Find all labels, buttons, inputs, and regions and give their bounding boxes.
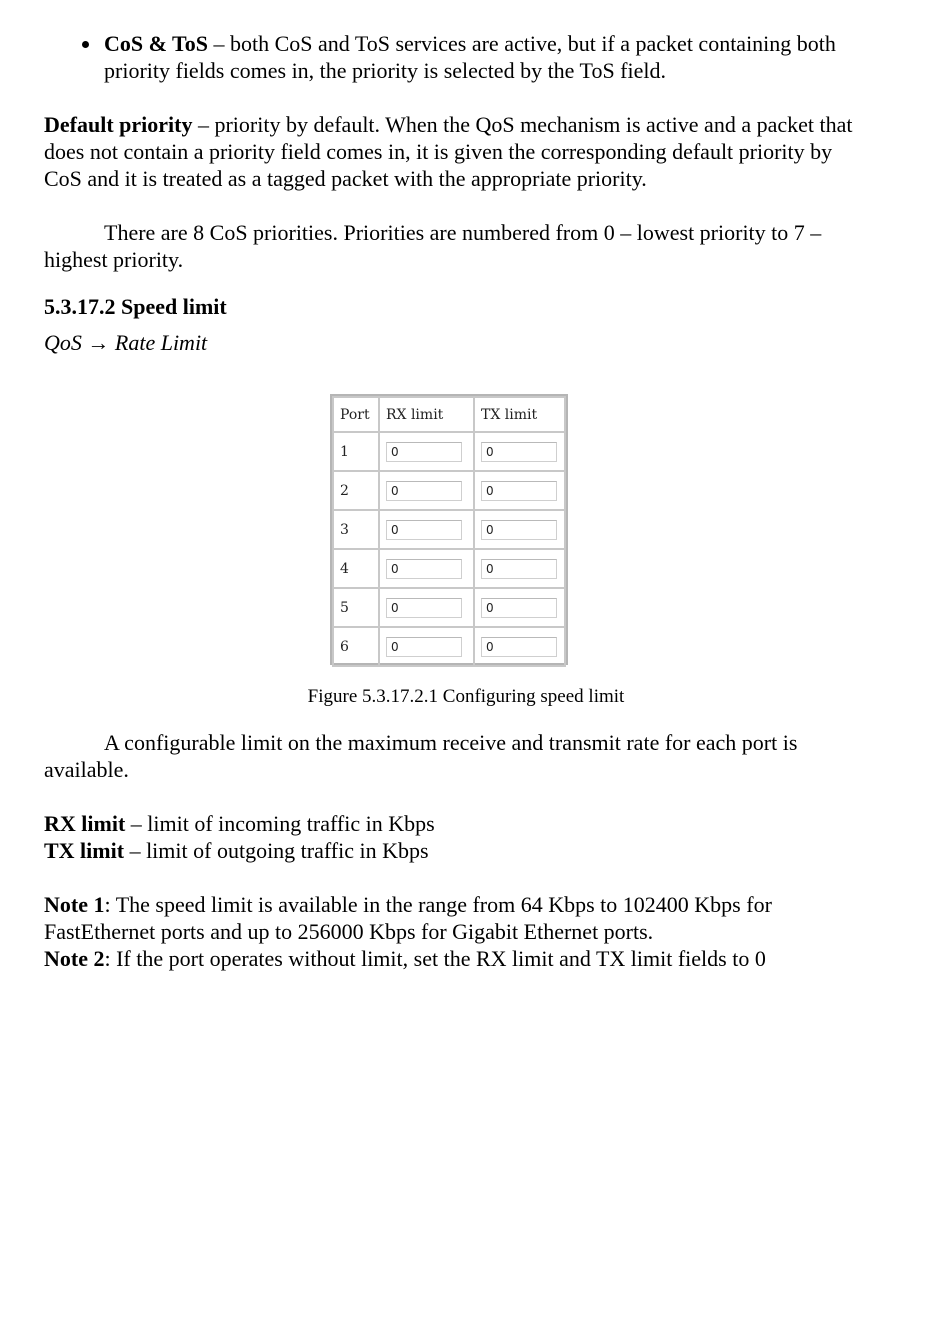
port-number: 2 [333,471,379,510]
rx-cell [379,549,474,588]
tx-cell [474,627,565,666]
note-2 [44,945,874,972]
port-number: 3 [333,510,379,549]
rx-cell [379,510,474,549]
tx-limit-input-port-1[interactable] [481,442,557,462]
mode-bullet-list [44,30,874,84]
tx-limit-input-port-6[interactable] [481,637,557,657]
definition-rx-limit [44,810,874,837]
section-heading: 5.3.17.2 Speed limit [44,294,227,319]
rx-limit-input-port-4[interactable] [386,559,462,579]
table-row [333,471,565,510]
bullet-icon [82,41,89,48]
table-row [333,588,565,627]
definition-tx-limit [44,837,874,864]
figure-caption: Figure 5.3.17.2.1 Configuring speed limit [307,686,625,707]
tx-limit-input-port-2[interactable] [481,481,557,501]
column-header-rx-limit: RX limit [379,397,474,432]
note-term: Note 2 [44,946,105,971]
column-header-tx-limit: TX limit [474,397,565,432]
table-row [333,510,565,549]
rx-cell [379,471,474,510]
rate-limit-widget [330,394,568,665]
tx-limit-input-port-4[interactable] [481,559,557,579]
rx-limit-input-port-2[interactable] [386,481,462,501]
column-header-port: Port [333,397,379,432]
tx-cell [474,510,565,549]
cos-priorities-paragraph: There are 8 CoS priorities. Priorities are numbered from 0 – lowest priority to 7 – highest priority. [44,220,822,272]
table-row [333,549,565,588]
rx-limit-input-port-5[interactable] [386,598,462,618]
note-term: Note 1 [44,892,105,917]
notes-block [44,891,874,972]
rx-limit-input-port-1[interactable] [386,442,462,462]
port-number: 6 [333,627,379,666]
note-text: : The speed limit is available in the range from 64 Kbps to 102400 Kbps for FastEthernet ports and up to 256000 Kbps for Gigabit Ethernet ports. [44,892,772,944]
rx-limit-input-port-3[interactable] [386,520,462,540]
document-page [44,30,874,356]
description-paragraph: A configurable limit on the maximum receive and transmit rate for each port is available. [44,730,798,782]
definition-text: – limit of incoming traffic in Kbps [125,811,435,836]
table-header-row [333,397,565,432]
definition-list [44,810,874,864]
tx-cell [474,432,565,471]
table-row [333,432,565,471]
tx-cell [474,549,565,588]
rx-cell [379,432,474,471]
definition-term: RX limit [44,811,126,836]
note-1 [44,891,874,945]
rx-cell [379,627,474,666]
port-number: 4 [333,549,379,588]
default-priority-term: Default priority [44,112,193,137]
default-priority-text: – priority by default. When the QoS mechanism is active and a packet that does not contain a priority field comes in, it is given the corresponding default priority by CoS and it is treated as a tagged packet with the appropriate priority. [44,112,853,191]
rx-limit-input-port-6[interactable] [386,637,462,657]
menu-path: QoS → Rate Limit [44,330,208,355]
definition-text: – limit of outgoing traffic in Kbps [124,838,429,863]
speed-limit-description [44,729,874,972]
note-text: : If the port operates without limit, set the RX limit and TX limit fields to 0 [104,946,766,971]
default-priority-paragraph [44,111,874,192]
definition-term: TX limit [44,838,125,863]
port-number: 1 [333,432,379,471]
tx-cell [474,588,565,627]
bullet-term: CoS & ToS [104,31,208,56]
tx-cell [474,471,565,510]
rate-limit-table [332,396,566,667]
bullet-item-cos-tos [104,30,874,84]
table-row [333,627,565,666]
bullet-text: – both CoS and ToS services are active, but if a packet containing both priority fields comes in, the priority is selected by the ToS field. [104,31,836,83]
tx-limit-input-port-3[interactable] [481,520,557,540]
rx-cell [379,588,474,627]
tx-limit-input-port-5[interactable] [481,598,557,618]
port-number: 5 [333,588,379,627]
